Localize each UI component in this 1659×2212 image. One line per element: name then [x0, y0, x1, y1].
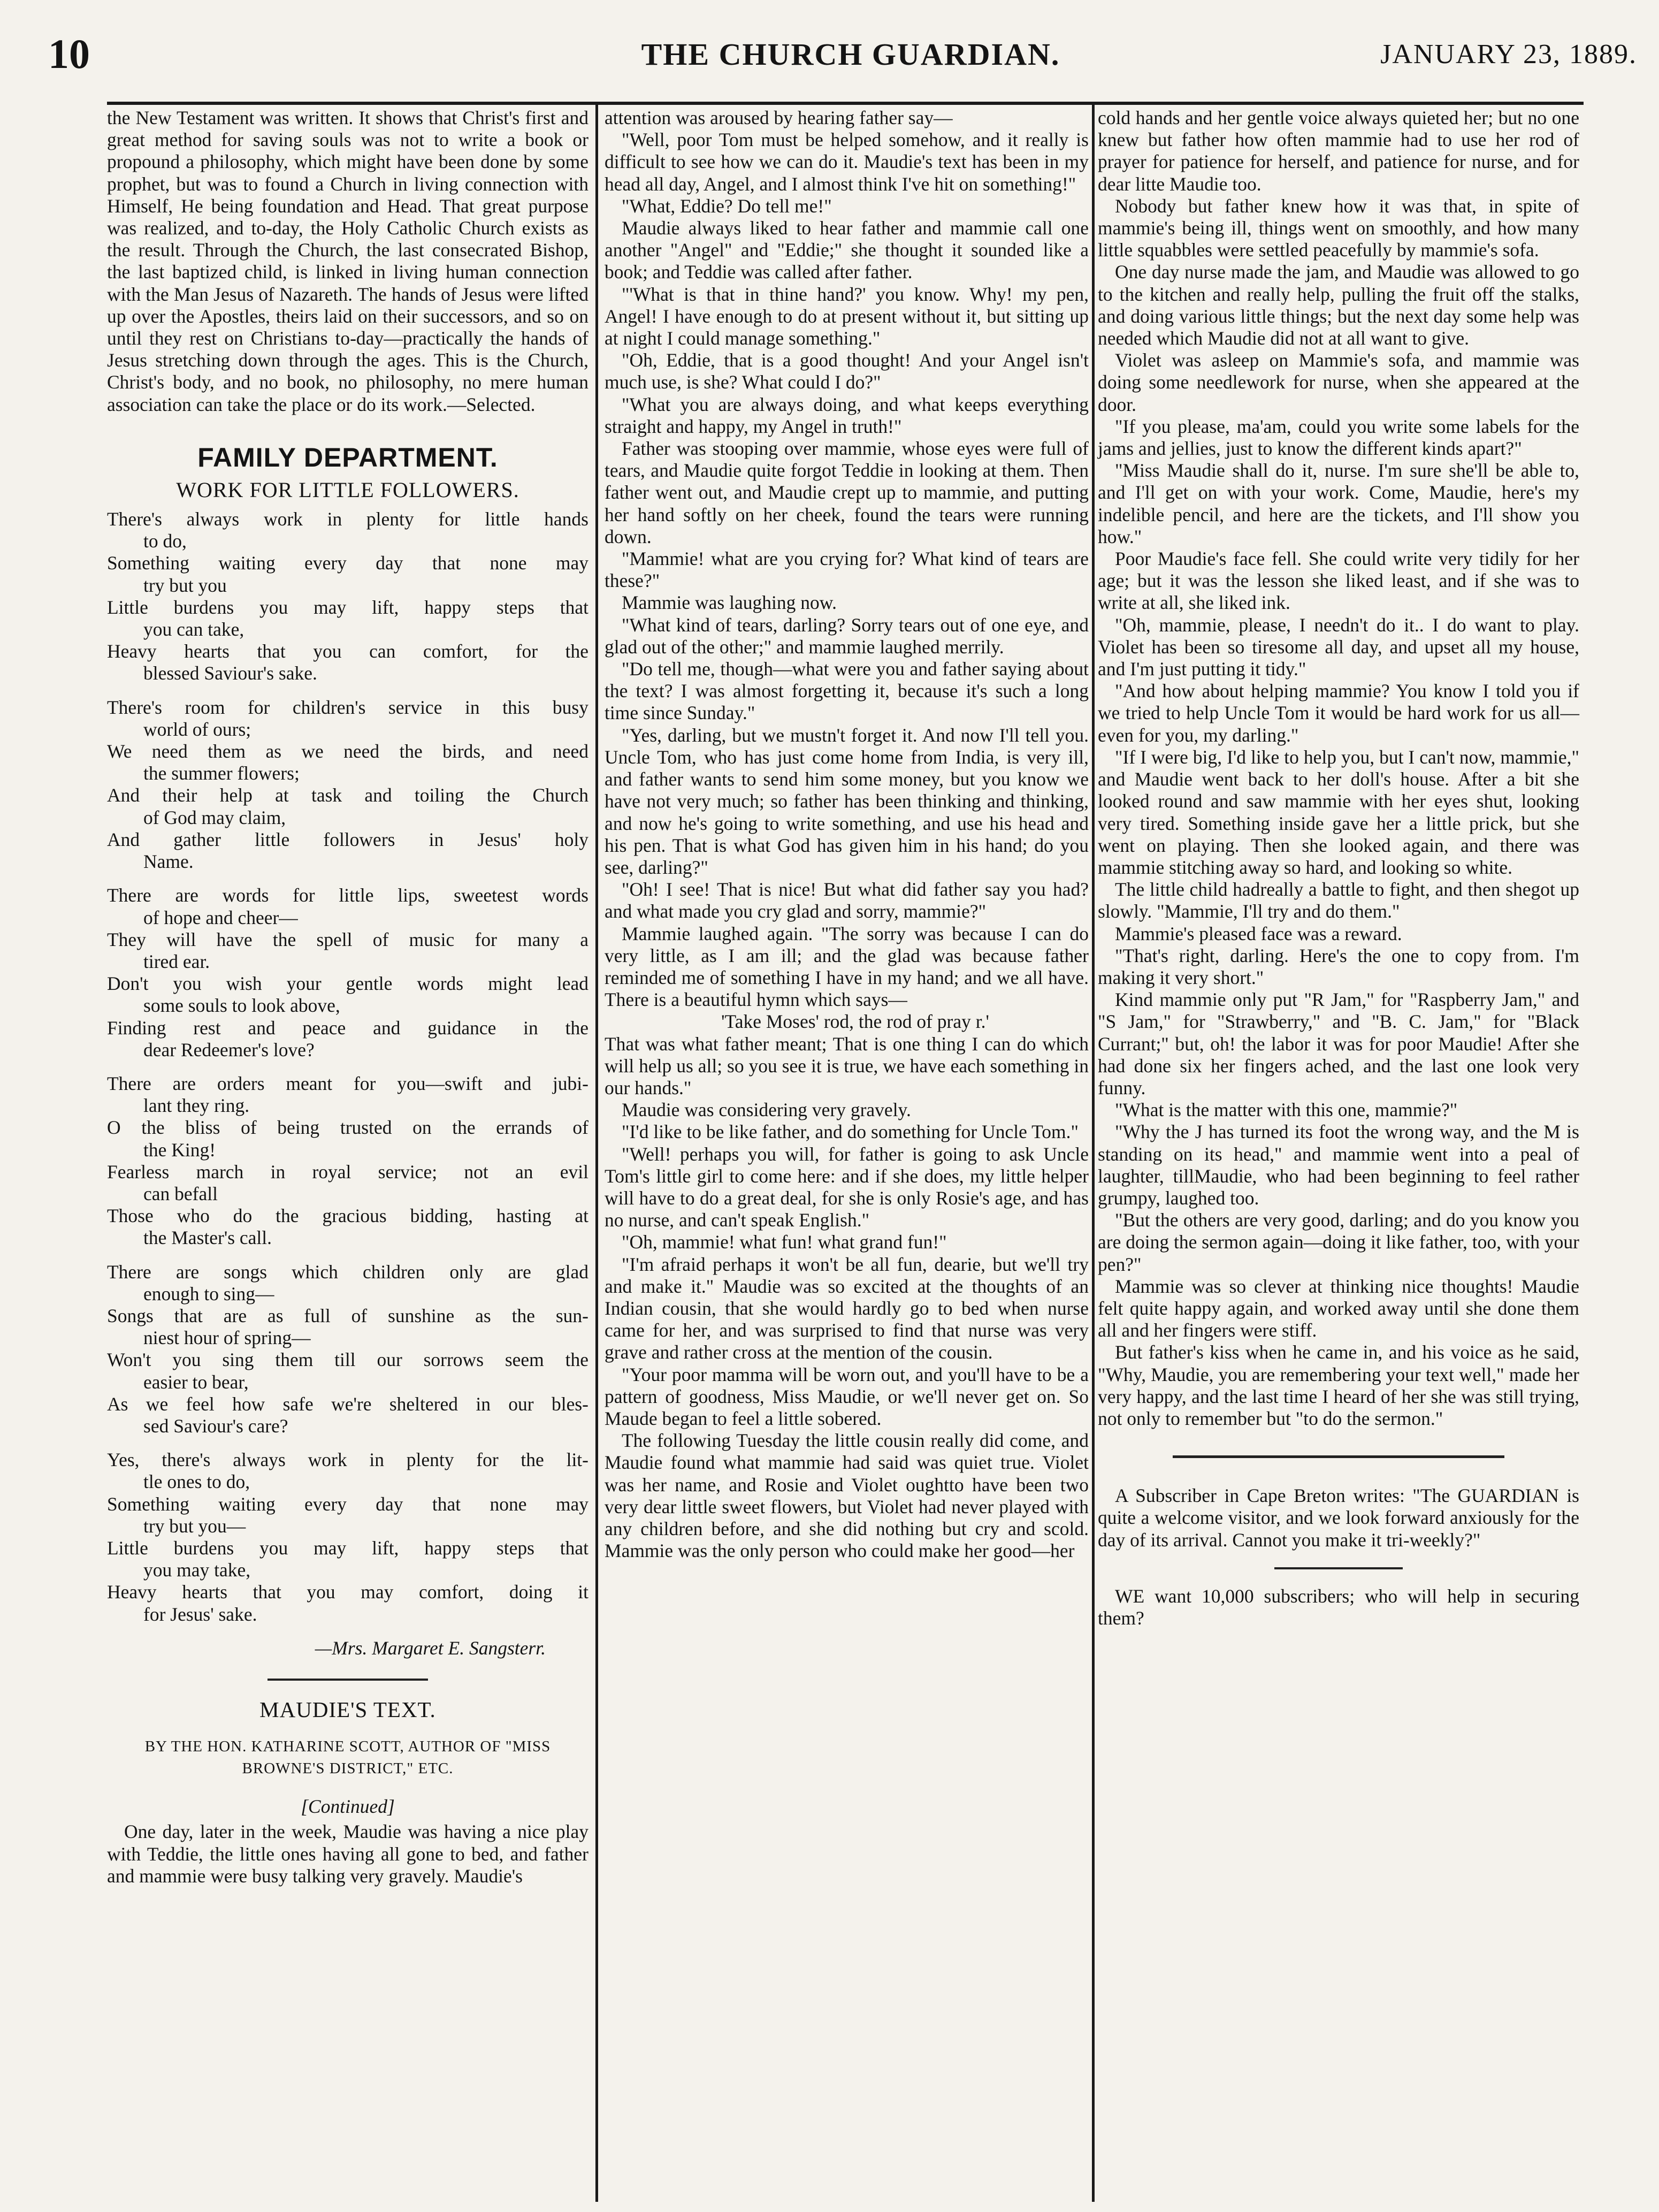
story-paragraph: "But the others are very good, darling; and do you know you are doing the sermon again—doing it like father, too, with your pen?"	[1098, 1209, 1579, 1275]
page-header	[21, 20, 1637, 85]
story-paragraph: "If I were big, I'd like to help you, but I can't now, mammie," and Maudie went back to her doll's house. After a bit she looked round and saw mammie with her eyes shut, looking very tired. Something inside gave her a little prick, but she went on playing. Then she looked again, and there was mammie stitching away so hard, and looking so white.	[1098, 746, 1579, 878]
story-paragraph: Father was stooping over mammie, whose eyes were full of tears, and Maudie quite forgot Teddie in looking at them. Then father went out, and Maudie crept up to mammie, and putting her hand softly on her cheek, found the tears were running down.	[605, 438, 1089, 547]
story-paragraph: "'What is that in thine hand?' you know. Why! my pen, Angel! I have enough to do at present without it, but sitting up at night I could manage something."	[605, 283, 1089, 349]
poem-line: Those who do the gracious bidding, hasting at	[107, 1205, 588, 1227]
poem-line: Heavy hearts that you may comfort, doing it	[107, 1581, 588, 1603]
poem-line: of God may claim,	[143, 806, 286, 828]
story-paragraph: "What you are always doing, and what keeps everything straight and happy, my Angel in truth!"	[605, 393, 1089, 437]
poem-stanza	[107, 697, 588, 873]
story-paragraph: Maudie was considering very gravely.	[622, 1099, 911, 1121]
story-byline: BY THE HON. KATHARINE SCOTT, AUTHOR OF "MISS BROWNE'S DISTRICT," ETC.	[144, 1738, 551, 1778]
story-paragraph: "And how about helping mammie? You know I told you if we tried to help Uncle Tom it would be hard work for us all—even for you, my darling."	[1098, 680, 1579, 746]
poem-line: enough to sing—	[143, 1283, 274, 1305]
column-divider-1	[595, 102, 598, 2202]
story-paragraph: attention was aroused by hearing father say—	[605, 107, 953, 128]
poem-line: try but you	[143, 574, 227, 596]
story-paragraph: "Oh, Eddie, that is a good thought! And your Angel isn't much use, is she? What could I do?"	[605, 349, 1089, 393]
section-rule	[1274, 1567, 1403, 1569]
poem-line: Little burdens you may lift, happy steps that	[107, 1537, 588, 1559]
poem-line: Fearless march in royal service; not an evil	[107, 1161, 588, 1183]
poem-line: Something waiting every day that none may	[107, 1493, 588, 1515]
story-paragraph: Violet was asleep on Mammie's sofa, and mammie was doing some needlework for nurse, when she appeared at the door.	[1098, 349, 1579, 415]
story-paragraph: Nobody but father knew how it was that, in spite of mammie's being ill, things went on smoothly, and how many little squabbles were settled peacefully by mammie's sofa.	[1098, 195, 1579, 261]
story-paragraph: One day nurse made the jam, and Maudie was allowed to go to the kitchen and really help, pulling the fruit off the stalks, and doing various little things; but the next day some help was needed which Maudie did not at all want to give.	[1098, 261, 1579, 349]
story-paragraph: "That's right, darling. Here's the one to copy from. I'm making it very short."	[1098, 944, 1579, 988]
story-paragraph: Maudie always liked to hear father and mammie call one another "Angel" and "Eddie;" she thought it sounded like a book; and Teddie was called after father.	[605, 217, 1089, 283]
story-paragraph: "Your poor mamma will be worn out, and you'll have to be a pattern of goodness, Miss Maudie, or we'll never get on. So Maude began to feel a little sobered.	[605, 1363, 1089, 1429]
story-paragraph: "Oh! I see! That is nice! But what did father say you had? and what made you cry glad and sorry, mammie?"	[605, 879, 1089, 922]
issue-date: JANUARY 23, 1889.	[1380, 39, 1637, 70]
story-paragraph: That was what father meant; That is one thing I can do which will help us all; so you see it is true, we have each something in our hands."	[605, 1033, 1089, 1099]
continued-note: [Continued]	[301, 1796, 395, 1818]
story-paragraph: "Do tell me, though—what were you and father saying about the text? I was almost forgetting it, because it's such a long time since Sunday."	[605, 658, 1089, 724]
poem-line: the King!	[143, 1139, 216, 1161]
story-paragraph: Mammie laughed again. "The sorry was because I can do very little, as I am ill; and the glad was because father reminded me of something I have in my hand; and we all have. There is a beautiful hymn which says—	[605, 922, 1089, 1011]
story-paragraph: "Miss Maudie shall do it, nurse. I'm sure she'll be able to, and I'll get on with your work. Come, Maudie, here's my indelible pencil, and here are the tickets, and I'll show you how."	[1098, 460, 1579, 547]
poem-line: And their help at task and toiling the Church	[107, 784, 588, 806]
story-paragraph: "Mammie! what are you crying for? What kind of tears are these?"	[605, 548, 1089, 592]
department-heading: FAMILY DEPARTMENT.	[197, 442, 498, 472]
story-paragraph: "What, Eddie? Do tell me!"	[622, 195, 832, 217]
poem-line: Heavy hearts that you can comfort, for the	[107, 640, 588, 662]
poem-line: blessed Saviour's sake.	[143, 662, 317, 684]
poem-line: some souls to look above,	[143, 995, 340, 1017]
poem-line: the Master's call.	[143, 1227, 272, 1249]
story-paragraph: "I'd like to be like father, and do something for Uncle Tom."	[622, 1121, 1079, 1143]
story-paragraph: The little child hadreally a battle to fight, and then shegot up slowly. "Mammie, I'll try and do them."	[1098, 879, 1579, 922]
story-paragraph: "Oh, mammie, please, I needn't do it.. I do want to play. Violet has been so tiresome all day, and upset all my house, and I'm just putting it tidy."	[1098, 614, 1579, 680]
story-paragraph: But father's kiss when he came in, and his voice as he said, "Why, Maudie, you are remembering your text well," made her very happy, and the last time I heard of her she was still trying, not only to remember but "to do the sermon."	[1098, 1341, 1579, 1429]
story-title: MAUDIE'S TEXT.	[259, 1697, 436, 1722]
column-3	[1098, 107, 1579, 1629]
poem-stanza	[107, 1261, 588, 1438]
poem-stanza	[107, 508, 588, 685]
story-paragraph: "I'm afraid perhaps it won't be all fun, dearie, but we'll try and make it." Maudie was so excited at the thoughts of an Indian cousin, that she would hardly go to bed when nurse came for her, and was surprised to find that nurse was very grave and rather cross at the mention of the cousin.	[605, 1253, 1089, 1363]
poem-line: tle ones to do,	[143, 1471, 250, 1493]
story-paragraph: "Oh, mammie! what fun! what grand fun!"	[622, 1231, 947, 1253]
story-paragraph: "Yes, darling, but we mustn't forget it. And now I'll tell you. Uncle Tom, who has just come home from India, is very ill, and father wants to send him some money, but you know we have not very much; so father has been thinking and thinking, and now he's going to write something, and use his head and his pen. That is what God has given him in his hand; do you see, darling?"	[605, 724, 1089, 878]
story-paragraph: cold hands and her gentle voice always quieted her; but no one knew but father how often mammie had to use her rod of prayer for patience for herself, and patience for nurse, and for dear litte Maudie too.	[1098, 107, 1579, 195]
poem-line: dear Redeemer's love?	[143, 1039, 315, 1061]
column-1	[107, 107, 588, 1887]
poem-line: Finding rest and peace and guidance in the	[107, 1017, 588, 1039]
poem-line: And gather little followers in Jesus' holy	[107, 828, 588, 850]
poem-line: As we feel how safe we're sheltered in our bles-	[107, 1393, 588, 1415]
story-paragraph: "What kind of tears, darling? Sorry tears out of one eye, and glad out of the other;" and mammie laughed merrily.	[605, 614, 1089, 658]
poem-line: for Jesus' sake.	[143, 1603, 257, 1625]
story-paragraph: "Well! perhaps you will, for father is going to ask Uncle Tom's little girl to come here: and if she does, my little helper will have to do a great deal, for she is only Rosie's age, and has no nurse, and can't speak English."	[605, 1143, 1089, 1231]
poem-line: Something waiting every day that none may	[107, 552, 588, 574]
story-paragraph: "Well, poor Tom must be helped somehow, and it really is difficult to see how we can do it. Maudie's text has been in my head all day, Angel, and I almost think I've hit on something!"	[605, 129, 1089, 195]
poem-line: They will have the spell of music for many a	[107, 928, 588, 950]
story-paragraph: Mammie was so clever at thinking nice thoughts! Maudie felt quite happy again, and worked away until she done them all and her fingers were stiff.	[1098, 1275, 1579, 1341]
section-rule	[267, 1679, 428, 1681]
poem-line: We need them as we need the birds, and need	[107, 741, 588, 762]
poem-line: There are orders meant for you—swift and jubi-	[107, 1072, 588, 1094]
poem-line: world of ours;	[143, 718, 251, 740]
poem-line: you can take,	[143, 619, 244, 640]
poem-line: There are words for little lips, sweetest words	[107, 884, 588, 906]
poem	[107, 508, 588, 1626]
subscription-appeal: WE want 10,000 subscribers; who will help in securing them?	[1098, 1585, 1579, 1629]
poem-title: WORK FOR LITTLE FOLLOWERS.	[176, 477, 519, 502]
header-rule	[107, 102, 1584, 105]
story-paragraph: Mammie was laughing now.	[622, 592, 837, 614]
poem-line: Yes, there's always work in plenty for the lit-	[107, 1449, 588, 1471]
poem-line: tired ear.	[143, 950, 210, 972]
poem-stanza	[107, 884, 588, 1061]
poem-line: sed Saviour's care?	[143, 1415, 288, 1437]
poem-stanza	[107, 1449, 588, 1626]
page-number: 10	[48, 30, 90, 77]
subscriber-notice: A Subscriber in Cape Breton writes: "The GUARDIAN is quite a welcome visitor, and we look forward anxiously for the day of its arrival. Cannot you make it tri-weekly?"	[1098, 1485, 1579, 1551]
poem-line: Won't you sing them till our sorrows seem the	[107, 1349, 588, 1371]
poem-line: Songs that are as full of sunshine as the sun-	[107, 1305, 588, 1326]
story-paragraph: One day, later in the week, Maudie was having a nice play with Teddie, the little ones having all gone to bed, and father and mammie were busy talking very gravely. Maudie's	[107, 1821, 588, 1887]
article-continuation: the New Testament was written. It shows that Christ's first and great method for saving souls was not to write a book or propound a philosophy, which might have been done by some prophet, but was to found a Church in living connection with Himself, He being foundation and Head. That great purpose was realized, and to-day, the Holy Catholic Church exists as the result. Through the Church, the last consecrated Bishop, the last baptized child, is linked in living human connection with the Man Jesus of Nazareth. The hands of Jesus were lifted up over the Apostles, theirs laid on their successors, and so on until they rest on Christians to-day—practically the hands of Jesus stretching down through the ages. This is the Church, Christ's body, and no book, no philosophy, no mere human association can take the place or do its work.—Selected.	[107, 107, 588, 415]
story-paragraph: "What is the matter with this one, mammie?"	[1115, 1099, 1458, 1121]
poem-line: you may take,	[143, 1559, 251, 1581]
story-paragraph: Poor Maudie's face fell. She could write very tidily for her age; but it was the lesson she liked least, and if she was to write at all, she liked ink.	[1098, 548, 1579, 614]
masthead-title: THE CHURCH GUARDIAN.	[641, 37, 1060, 72]
story-paragraph: The following Tuesday the little cousin really did come, and Maudie found what mammie had said was quiet true. Violet was her name, and Rosie and Violet oughtto have been two very dear little sweet flowers, but Violet had never played with any children before, and she did nothing but cry and scold. Mammie was the only person who could make her good—her	[605, 1430, 1089, 1562]
poem-line: Name.	[143, 851, 194, 873]
poem-line: can befall	[143, 1183, 218, 1204]
poem-line: try but you—	[143, 1515, 246, 1537]
poem-stanza	[107, 1073, 588, 1249]
poem-line: There's room for children's service in this busy	[107, 696, 588, 718]
poem-line: Don't you wish your gentle words might lead	[107, 973, 588, 995]
poem-line: There's always work in plenty for little hands	[107, 508, 588, 530]
poem-author: —Mrs. Margaret E. Sangsterr.	[315, 1637, 546, 1659]
hymn-quote: 'Take Moses' rod, the rod of pray r.'	[721, 1011, 989, 1033]
story-paragraph: Mammie's pleased face was a reward.	[1115, 922, 1402, 944]
poem-line: of hope and cheer—	[143, 906, 298, 928]
poem-line: niest hour of spring—	[143, 1327, 311, 1349]
column-divider-2	[1092, 102, 1095, 2202]
poem-line: There are songs which children only are glad	[107, 1261, 588, 1283]
poem-line: to do,	[143, 530, 187, 552]
poem-line: O the bliss of being trusted on the errands of	[107, 1117, 588, 1139]
poem-line: easier to bear,	[143, 1371, 249, 1393]
story-paragraph: "If you please, ma'am, could you write some labels for the jams and jellies, just to know the different kinds apart?"	[1098, 415, 1579, 460]
poem-line: the summer flowers;	[143, 762, 300, 784]
story-paragraph: Kind mammie only put "R Jam," for "Raspberry Jam," and "S Jam," for "Strawberry," and "B. C. Jam," for "Black Currant;" but, oh! the labor it was for poor Maudie! After she had done six her fingers ached, and the last one look very funny.	[1098, 989, 1579, 1099]
poem-line: Little burdens you may lift, happy steps that	[107, 596, 588, 618]
poem-line: lant they ring.	[143, 1095, 250, 1117]
section-rule	[1173, 1455, 1504, 1458]
story-paragraph: "Why the J has turned its foot the wrong way, and the M is standing on its head," and mammie went into a peal of laughter, tillMaudie, who had been beginning to feel rather grumpy, laughed too.	[1098, 1121, 1579, 1209]
column-2	[605, 107, 1089, 1562]
